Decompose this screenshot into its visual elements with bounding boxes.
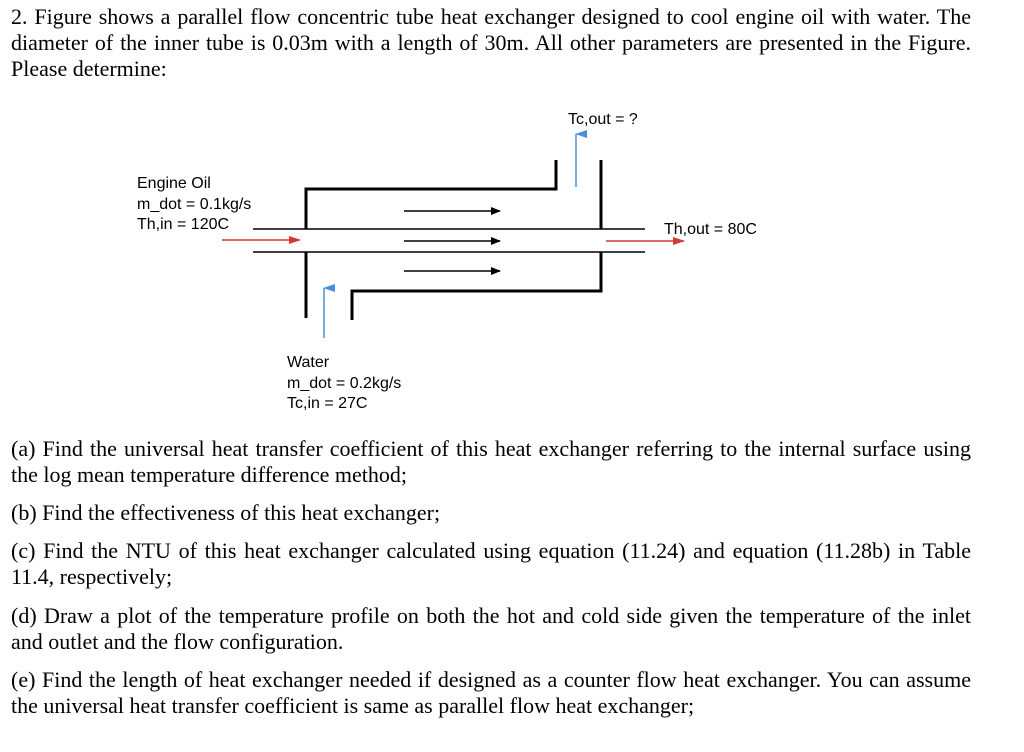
question-c: (c) Find the NTU of this heat exchanger calculated using equation (11.24) and equation (11.28b) in Table 11.4, respectively;: [11, 538, 971, 589]
oil-title-label: Engine Oil: [137, 175, 211, 192]
question-b: (b) Find the effectiveness of this heat exchanger;: [11, 500, 441, 525]
oil-mdot-label: m_dot = 0.1kg/s: [137, 196, 252, 213]
outer-shell-bottom: [352, 252, 601, 320]
water-title-label: Water: [287, 354, 330, 371]
question-e: (e) Find the length of heat exchanger needed if designed as a counter flow heat exchanger. You can assume the universal heat transfer coefficient is same as parallel flow heat exchanger;: [11, 667, 971, 718]
oil-tin-label: Th,in = 120C: [137, 216, 230, 233]
water-mdot-label: m_dot = 0.2kg/s: [287, 375, 402, 392]
water-tout-label: Tc,out = ?: [568, 111, 638, 128]
water-tin-label: Tc,in = 27C: [287, 395, 368, 412]
oil-tout-label: Th,out = 80C: [664, 221, 757, 238]
question-d: (d) Draw a plot of the temperature profile on both the hot and cold side given the temperature of the inlet and outlet and the flow configuration.: [11, 603, 971, 654]
question-a: (a) Find the universal heat transfer coefficient of this heat exchanger referring to the internal surface using the log mean temperature difference method;: [11, 436, 971, 487]
problem-intro: 2. Figure shows a parallel flow concentric tube heat exchanger designed to cool engine oil with water. The diameter of the inner tube is 0.03m with a length of 30m. All other parameters are presented in the Figure. Please determine:: [11, 4, 971, 81]
outer-shell-top: [306, 160, 556, 229]
